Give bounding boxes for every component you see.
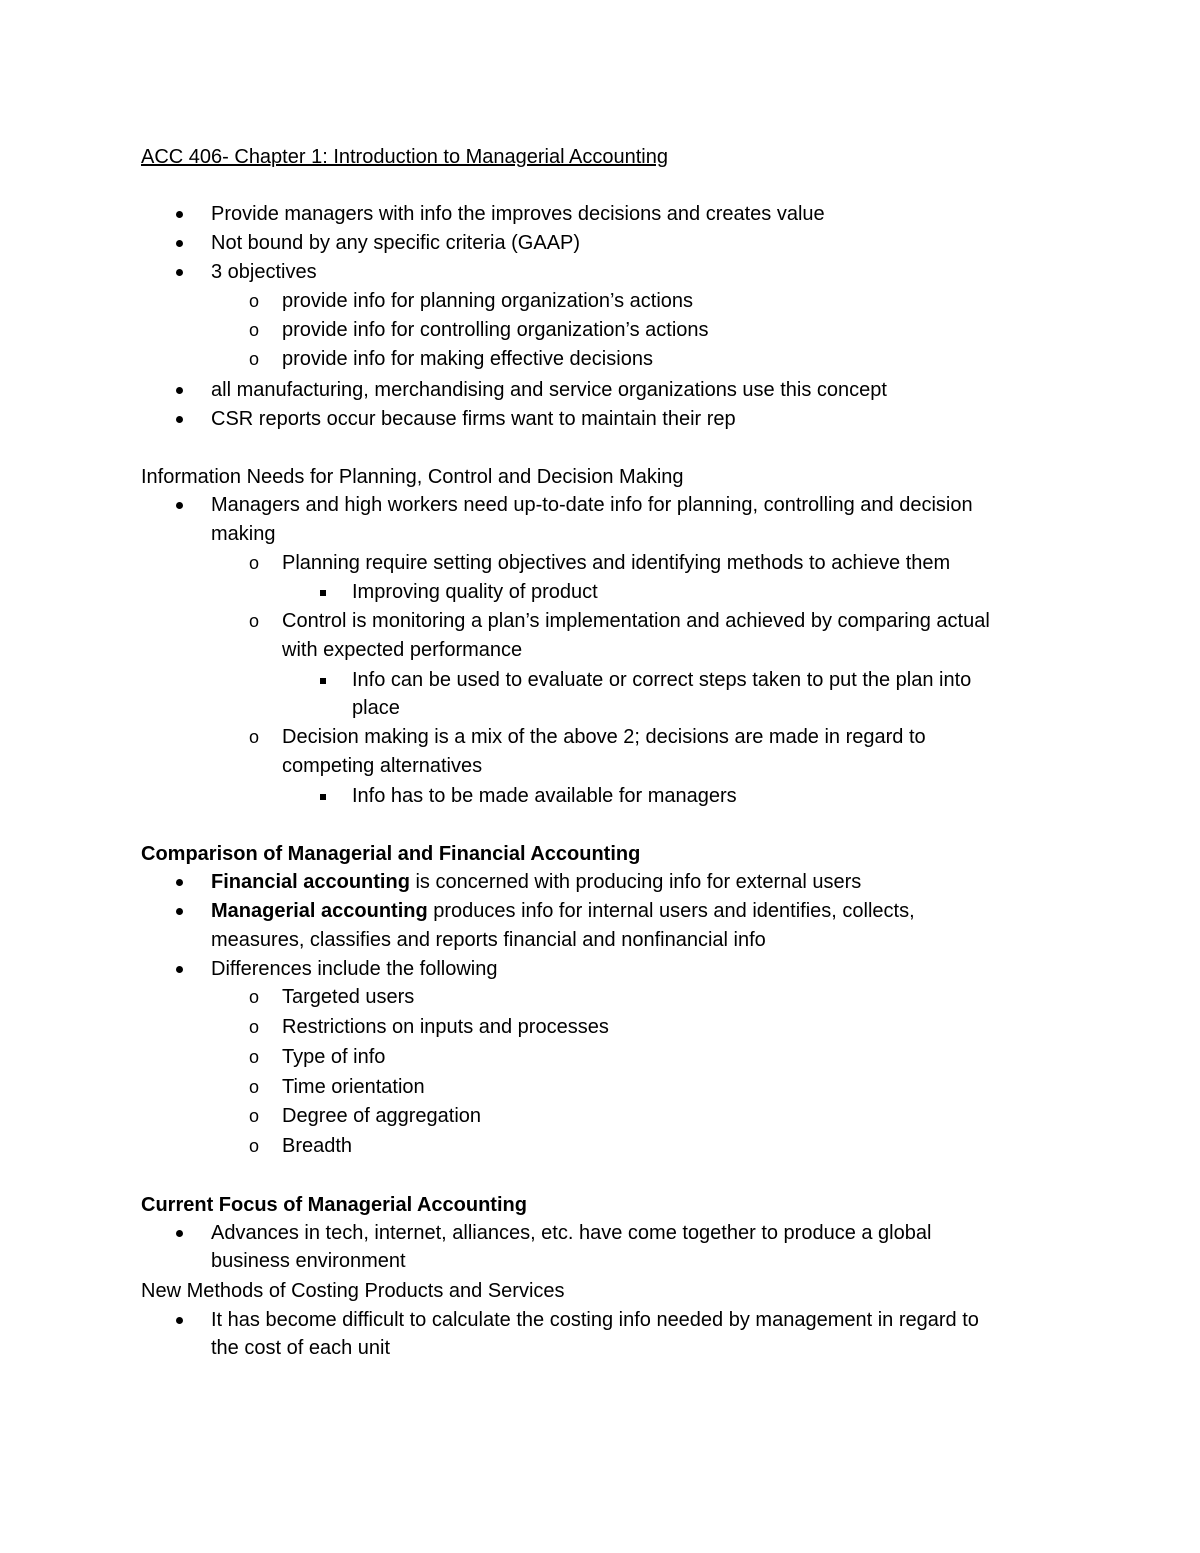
list-item: It has become difficult to calculate the costing info needed by management in regard to [0, 1306, 1200, 1335]
bullet-dot-icon [173, 229, 185, 258]
list-item: Managerial accounting produces info for internal users and identifies, collects, [0, 897, 1200, 926]
sub-list-item-continuation: competing alternatives [282, 755, 483, 777]
bullet-square-icon [318, 782, 328, 811]
bullet-circle-icon: o [248, 611, 259, 631]
bullet-circle-icon: o [248, 1017, 259, 1037]
bullet-circle-icon: o [248, 727, 259, 747]
list-item: Provide managers with info the improves decisions and creates value [0, 200, 1200, 229]
sub-list-item-continuation: with expected performance [282, 639, 523, 661]
bullet-square-icon [318, 578, 328, 607]
sub-list-item: o Targeted users [0, 983, 1200, 1012]
list-item-continuation: measures, classifies and reports financial and nonfinancial info [211, 929, 766, 951]
sub-list-item: o Type of info [0, 1043, 1200, 1072]
bullet-circle-icon: o [248, 987, 259, 1007]
list-item-continuation: the cost of each unit [211, 1337, 391, 1359]
sub-sub-list-item: Info has to be made available for managers [0, 782, 1200, 811]
list-item: Advances in tech, internet, alliances, etc. have come together to produce a global [0, 1219, 1200, 1248]
sub-list-item: o Planning require setting objectives and identifying methods to achieve them [0, 549, 1200, 578]
bullet-dot-icon [173, 955, 185, 984]
list-item-continuation: business environment [211, 1250, 406, 1272]
sub-list-item: o Breadth [0, 1132, 1200, 1161]
sub-list-item: o provide info for planning organization’s actions [0, 287, 1200, 316]
bullet-dot-icon [173, 1219, 185, 1248]
sub-list-item: o Control is monitoring a plan’s implementation and achieved by comparing actual [0, 607, 1200, 636]
list-item: Differences include the following [0, 955, 1200, 984]
sub-list-item: o Restrictions on inputs and processes [0, 1013, 1200, 1042]
bullet-dot-icon [173, 200, 185, 229]
bullet-dot-icon [173, 376, 185, 405]
sub-list-item: o Degree of aggregation [0, 1102, 1200, 1131]
list-item: all manufacturing, merchandising and service organizations use this concept [0, 376, 1200, 405]
section-heading: Information Needs for Planning, Control and Decision Making [141, 466, 684, 488]
bullet-circle-icon: o [248, 553, 259, 573]
bullet-circle-icon: o [248, 1077, 259, 1097]
sub-sub-list-item: Improving quality of product [0, 578, 1200, 607]
section-heading: Current Focus of Managerial Accounting [141, 1194, 527, 1216]
bullet-dot-icon [173, 868, 185, 897]
bullet-dot-icon [173, 258, 185, 287]
list-item: Financial accounting is concerned with producing info for external users [0, 868, 1200, 897]
list-item: Not bound by any specific criteria (GAAP) [0, 229, 1200, 258]
bullet-circle-icon: o [248, 1136, 259, 1156]
sub-sub-list-item: Info can be used to evaluate or correct steps taken to put the plan into [0, 666, 1200, 695]
bullet-circle-icon: o [248, 1106, 259, 1126]
bullet-dot-icon [173, 491, 185, 520]
bullet-circle-icon: o [248, 320, 259, 340]
list-item-continuation: making [211, 523, 276, 545]
bullet-dot-icon [173, 897, 185, 926]
list-item: CSR reports occur because firms want to maintain their rep [0, 405, 1200, 434]
section-heading: Comparison of Managerial and Financial Accounting [141, 843, 641, 865]
bullet-circle-icon: o [248, 349, 259, 369]
sub-sub-list-item-continuation: place [352, 697, 400, 719]
list-item: 3 objectives [0, 258, 1200, 287]
sub-list-item: o provide info for controlling organization’s actions [0, 316, 1200, 345]
bullet-circle-icon: o [248, 1047, 259, 1067]
section-heading: New Methods of Costing Products and Services [141, 1280, 565, 1302]
term-financial-accounting: Financial accounting [211, 871, 410, 893]
bullet-dot-icon [173, 1306, 185, 1335]
bullet-square-icon [318, 666, 328, 695]
sub-list-item: o provide info for making effective decisions [0, 345, 1200, 374]
term-managerial-accounting: Managerial accounting [211, 900, 428, 922]
page-title: ACC 406- Chapter 1: Introduction to Managerial Accounting [141, 146, 668, 168]
sub-list-item: o Time orientation [0, 1073, 1200, 1102]
list-item: Managers and high workers need up-to-date info for planning, controlling and decision [0, 491, 1200, 520]
bullet-circle-icon: o [248, 291, 259, 311]
sub-list-item: o Decision making is a mix of the above 2; decisions are made in regard to [0, 723, 1200, 752]
bullet-dot-icon [173, 405, 185, 434]
